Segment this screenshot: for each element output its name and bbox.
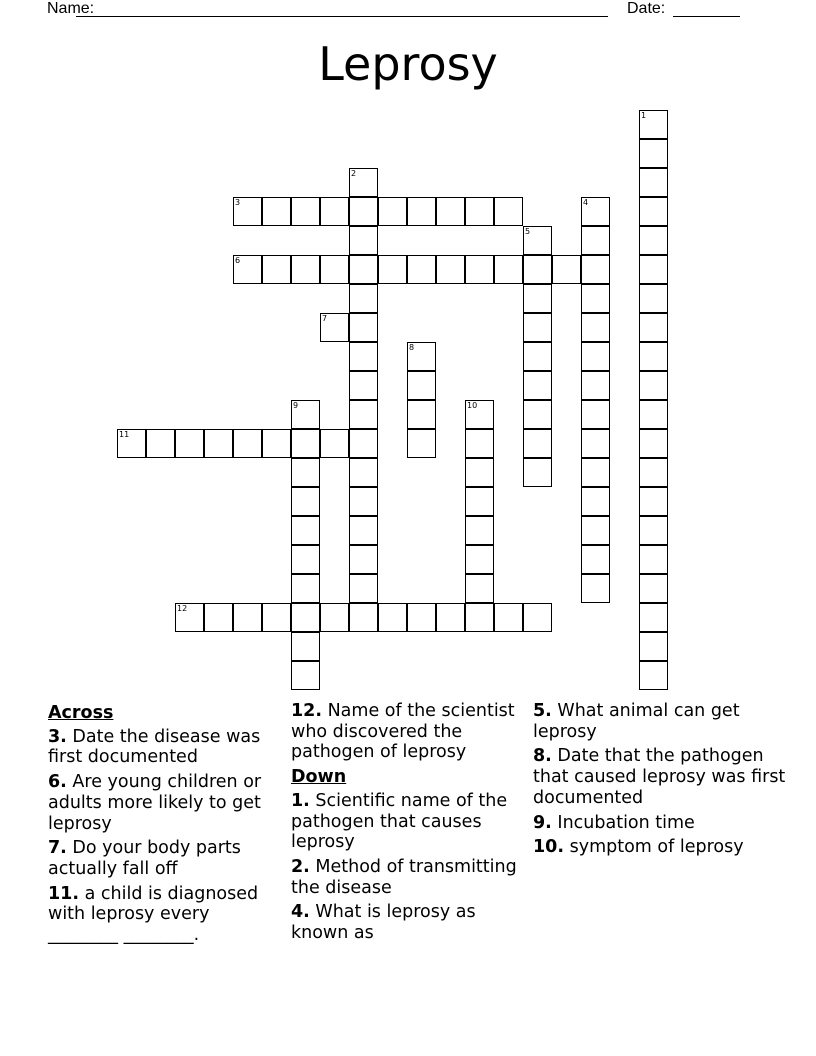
grid-cell[interactable] [233, 197, 262, 226]
grid-cell[interactable] [407, 255, 436, 284]
grid-cell[interactable] [349, 400, 378, 429]
grid-cell[interactable] [436, 197, 465, 226]
grid-cell[interactable] [639, 168, 668, 197]
clue-text: Date the disease was first documented [48, 726, 261, 768]
grid-cell[interactable] [639, 661, 668, 690]
clue-across-7 [48, 838, 280, 879]
grid-cell[interactable] [465, 603, 494, 632]
clue-across-11 [48, 884, 280, 946]
cell-number: 9 [293, 401, 299, 410]
grid-cell[interactable] [407, 342, 436, 371]
grid-cell[interactable] [639, 342, 668, 371]
grid-cell[interactable] [320, 255, 349, 284]
cell-number: 10 [467, 401, 478, 410]
grid-cell[interactable] [523, 313, 552, 342]
cell-number: 1 [641, 111, 647, 120]
grid-cell[interactable] [639, 632, 668, 661]
clue-number: 6. [48, 772, 67, 793]
clue-text: Do your body parts actually fall off [48, 838, 241, 879]
clue-text: Incubation time [557, 812, 695, 833]
grid-cell[interactable] [639, 371, 668, 400]
grid-cell[interactable] [581, 371, 610, 400]
grid-cell[interactable] [465, 429, 494, 458]
grid-cell[interactable] [523, 284, 552, 313]
grid-cell[interactable] [378, 603, 407, 632]
cell-number: 12 [177, 604, 188, 613]
grid-cell[interactable] [639, 139, 668, 168]
grid-cell[interactable] [262, 429, 291, 458]
grid-cell[interactable] [349, 255, 378, 284]
grid-cell[interactable] [349, 429, 378, 458]
grid-cell[interactable] [320, 603, 349, 632]
clue-number: 3. [48, 726, 67, 747]
cell-number: 6 [235, 256, 241, 265]
clue-text: What animal can get leprosy [533, 701, 740, 742]
grid-cell[interactable] [581, 400, 610, 429]
grid-cell[interactable] [465, 197, 494, 226]
date-label: Date: [627, 0, 666, 17]
grid-cell[interactable] [639, 487, 668, 516]
grid-cell[interactable] [175, 429, 204, 458]
grid-cell[interactable] [523, 603, 552, 632]
clue-text: Method of transmitting the disease [291, 856, 517, 898]
grid-cell[interactable] [349, 168, 378, 197]
grid-cell[interactable] [639, 110, 668, 139]
puzzle-title: Leprosy [318, 37, 498, 91]
grid-cell[interactable] [581, 429, 610, 458]
grid-cell[interactable] [639, 400, 668, 429]
grid-cell[interactable] [146, 429, 175, 458]
clue-number: 9. [533, 812, 552, 833]
clue-text: Are young children or adults more likely to get leprosy [48, 772, 262, 834]
clue-text: symptom of leprosy [569, 837, 744, 858]
grid-cell[interactable] [523, 429, 552, 458]
grid-cell[interactable] [581, 284, 610, 313]
grid-cell[interactable] [233, 429, 262, 458]
grid-cell[interactable] [581, 487, 610, 516]
grid-cell[interactable] [378, 197, 407, 226]
grid-cell[interactable] [291, 632, 320, 661]
grid-cell[interactable] [465, 516, 494, 545]
cell-number: 4 [583, 198, 589, 207]
grid-cell[interactable] [407, 371, 436, 400]
grid-cell[interactable] [262, 603, 291, 632]
grid-cell[interactable] [639, 545, 668, 574]
clue-down-9 [533, 813, 793, 834]
grid-cell[interactable] [291, 429, 320, 458]
grid-cell[interactable] [291, 400, 320, 429]
grid-cell[interactable] [639, 429, 668, 458]
grid-cell[interactable] [407, 400, 436, 429]
clues-column-2 [291, 701, 527, 948]
clue-text: Scientific name of the pathogen that causes leprosy [291, 790, 508, 853]
clue-number: 12. [291, 701, 323, 721]
grid-cell[interactable] [349, 226, 378, 255]
grid-cell[interactable] [291, 487, 320, 516]
grid-cell[interactable] [349, 284, 378, 313]
clue-number: 7. [48, 838, 67, 859]
grid-cell[interactable] [552, 255, 581, 284]
clue-number: 11. [48, 883, 80, 904]
grid-cell[interactable] [349, 545, 378, 574]
grid-cell[interactable] [494, 255, 523, 284]
grid-cell[interactable] [291, 255, 320, 284]
grid-cell[interactable] [581, 516, 610, 545]
grid-cell[interactable] [233, 603, 262, 632]
cell-number: 5 [525, 227, 531, 236]
clue-down-10 [533, 837, 793, 858]
grid-cell[interactable] [581, 226, 610, 255]
clue-down-5 [533, 701, 793, 742]
grid-cell[interactable] [320, 197, 349, 226]
clue-across-3 [48, 727, 280, 768]
clue-down-2 [291, 857, 527, 898]
across-heading: Across [48, 703, 114, 723]
grid-cell[interactable] [639, 458, 668, 487]
grid-cell[interactable] [639, 226, 668, 255]
grid-cell[interactable] [349, 371, 378, 400]
clue-text: Name of the scientist who discovered the pathogen of leprosy [291, 701, 515, 763]
grid-cell[interactable] [233, 255, 262, 284]
grid-cell[interactable] [349, 516, 378, 545]
grid-cell[interactable] [581, 197, 610, 226]
grid-cell[interactable] [291, 516, 320, 545]
clue-text: a child is diagnosed with leprosy every ________ ________. [48, 883, 259, 946]
grid-cell[interactable] [523, 458, 552, 487]
grid-cell[interactable] [465, 574, 494, 603]
cell-number: 3 [235, 198, 241, 207]
grid-cell[interactable] [494, 197, 523, 226]
grid-cell[interactable] [407, 603, 436, 632]
grid-cell[interactable] [291, 574, 320, 603]
grid-cell[interactable] [581, 545, 610, 574]
grid-cell[interactable] [523, 226, 552, 255]
clue-across-12 [291, 701, 527, 763]
grid-cell[interactable] [204, 603, 233, 632]
grid-cell[interactable] [349, 574, 378, 603]
grid-cell[interactable] [639, 197, 668, 226]
grid-cell[interactable] [581, 458, 610, 487]
grid-cell[interactable] [291, 197, 320, 226]
grid-cell[interactable] [117, 429, 146, 458]
grid-cell[interactable] [639, 516, 668, 545]
grid-cell[interactable] [581, 255, 610, 284]
grid-cell[interactable] [494, 603, 523, 632]
clue-number: 2. [291, 856, 310, 877]
down-heading: Down [291, 767, 347, 788]
clue-text: Date that the pathogen that caused leprosy was first documented [533, 746, 786, 808]
grid-cell[interactable] [378, 255, 407, 284]
grid-cell[interactable] [523, 342, 552, 371]
cell-number: 2 [351, 169, 357, 178]
grid-cell[interactable] [465, 545, 494, 574]
clue-number: 4. [291, 902, 310, 923]
grid-cell[interactable] [639, 284, 668, 313]
grid-cell[interactable] [349, 313, 378, 342]
grid-cell[interactable] [523, 371, 552, 400]
grid-cell[interactable] [465, 487, 494, 516]
grid-cell[interactable] [581, 574, 610, 603]
grid-cell[interactable] [581, 342, 610, 371]
grid-cell[interactable] [465, 458, 494, 487]
grid-cell[interactable] [465, 255, 494, 284]
clue-down-1 [291, 791, 527, 853]
grid-cell[interactable] [291, 661, 320, 690]
grid-cell[interactable] [581, 313, 610, 342]
grid-cell[interactable] [523, 400, 552, 429]
cell-number: 8 [409, 343, 415, 352]
grid-cell[interactable] [291, 458, 320, 487]
grid-cell[interactable] [175, 603, 204, 632]
clue-number: 8. [533, 746, 552, 767]
clue-number: 10. [533, 837, 565, 858]
name-label: Name: [47, 0, 95, 17]
grid-cell[interactable] [291, 603, 320, 632]
grid-cell[interactable] [407, 197, 436, 226]
clue-text: What is leprosy as known as [291, 902, 476, 944]
grid-cell[interactable] [291, 545, 320, 574]
clue-number: 5. [533, 701, 552, 721]
grid-cell[interactable] [204, 429, 233, 458]
grid-cell[interactable] [262, 197, 291, 226]
clues-column-1 [48, 701, 280, 950]
grid-cell[interactable] [349, 603, 378, 632]
clue-number: 1. [291, 790, 310, 811]
clues-column-3 [533, 701, 793, 862]
cell-number: 7 [322, 314, 328, 323]
clue-across-6 [48, 772, 280, 834]
grid-cell[interactable] [349, 197, 378, 226]
grid-cell[interactable] [349, 342, 378, 371]
grid-cell[interactable] [465, 400, 494, 429]
grid-cell[interactable] [320, 429, 349, 458]
grid-cell[interactable] [639, 313, 668, 342]
grid-cell[interactable] [436, 603, 465, 632]
grid-cell[interactable] [639, 603, 668, 632]
grid-cell[interactable] [436, 255, 465, 284]
cell-number: 11 [119, 430, 130, 439]
clue-down-8 [533, 746, 793, 808]
grid-cell[interactable] [349, 487, 378, 516]
grid-cell[interactable] [349, 458, 378, 487]
grid-cell[interactable] [407, 429, 436, 458]
grid-cell[interactable] [320, 313, 349, 342]
clue-down-4 [291, 902, 527, 943]
grid-cell[interactable] [523, 255, 552, 284]
grid-cell[interactable] [639, 255, 668, 284]
grid-cell[interactable] [262, 255, 291, 284]
grid-cell[interactable] [639, 574, 668, 603]
